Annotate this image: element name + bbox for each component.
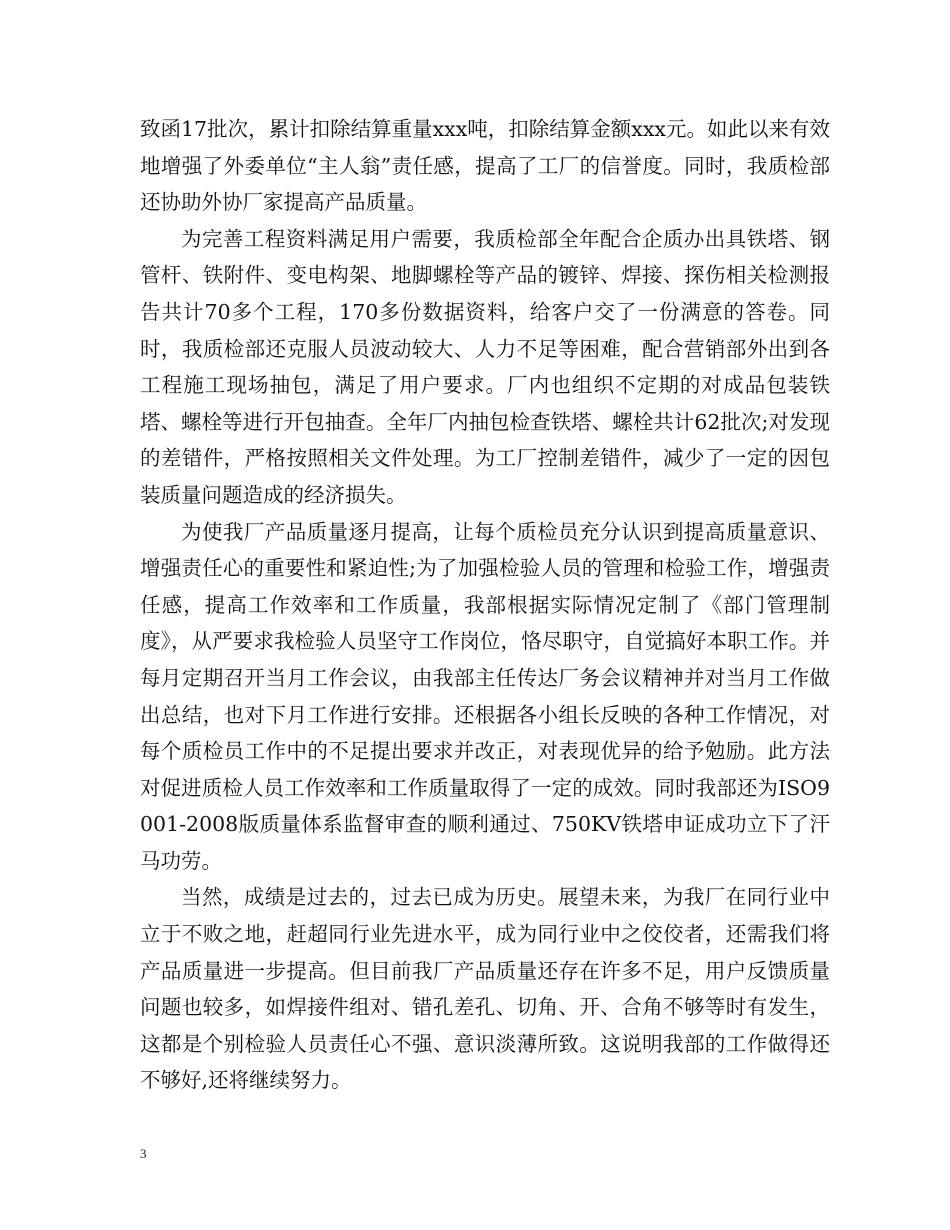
paragraph-2: 为完善工程资料满足用户需要，我质检部全年配合企质办出具铁塔、钢管杆、铁附件、变电构架、地脚螺栓等产品的镀锌、焊接、探伤相关检测报告共计70多个工程，170多份数据资料，给客户交了一份满意的答卷。同时，我质检部还克服人员波动较大、人力不足等困难，配合营销部外出到各工程施工现场抽包，满足了用户要求。厂内也组织不定期的对成品包装铁塔、螺栓等进行开包抽查。全年厂内抽包检查铁塔、螺栓共计62批次;对发现的差错件，严格按照相关文件处理。为工厂控制差错件，减少了一定的因包装质量问题造成的经济损失。 — [140, 226, 830, 507]
paragraph-1: 致函17批次，累计扣除结算重量xxx吨，扣除结算金额xxx元。如此以来有效地增强了外委单位“主人翁”责任感，提高了工厂的信誉度。同时，我质检部还协助外协厂家提高产品质量。 — [140, 117, 830, 215]
body-text — [140, 111, 830, 1099]
page-number: 3 — [140, 1146, 147, 1161]
paragraph-4: 当然，成绩是过去的，过去已成为历史。展望未来，为我厂在同行业中立于不败之地，赶超同行业先进水平，成为同行业中之佼佼者，还需我们将产品质量进一步提高。但目前我厂产品质量还存在许多不足，用户反馈质量问题也较多，如焊接件组对、错孔差孔、切角、开、合角不够等时有发生，这都是个别检验人员责任心不强、意识淡薄所致。这说明我部的工作做得还不够好,还将继续努力。 — [140, 885, 830, 1093]
paragraph-3: 为使我厂产品质量逐月提高，让每个质检员充分认识到提高质量意识、增强责任心的重要性和紧迫性;为了加强检验人员的管理和检验工作，增强责任感，提高工作效率和工作质量，我部根据实际情况定制了《部门管理制度》，从严要求我检验人员坚守工作岗位，恪尽职守，自觉搞好本职工作。并每月定期召开当月工作会议，由我部主任传达厂务会议精神并对当月工作做出总结，也对下月工作进行安排。还根据各小组长反映的各种工作情况，对每个质检员工作中的不足提出要求并改正，对表现优异的给予勉励。此方法对促进质检人员工作效率和工作质量取得了一定的成效。同时我部还为ISO9001-2008版质量体系监督审查的顺利通过、750KV铁塔申证成功立下了汗马功劳。 — [140, 519, 830, 873]
